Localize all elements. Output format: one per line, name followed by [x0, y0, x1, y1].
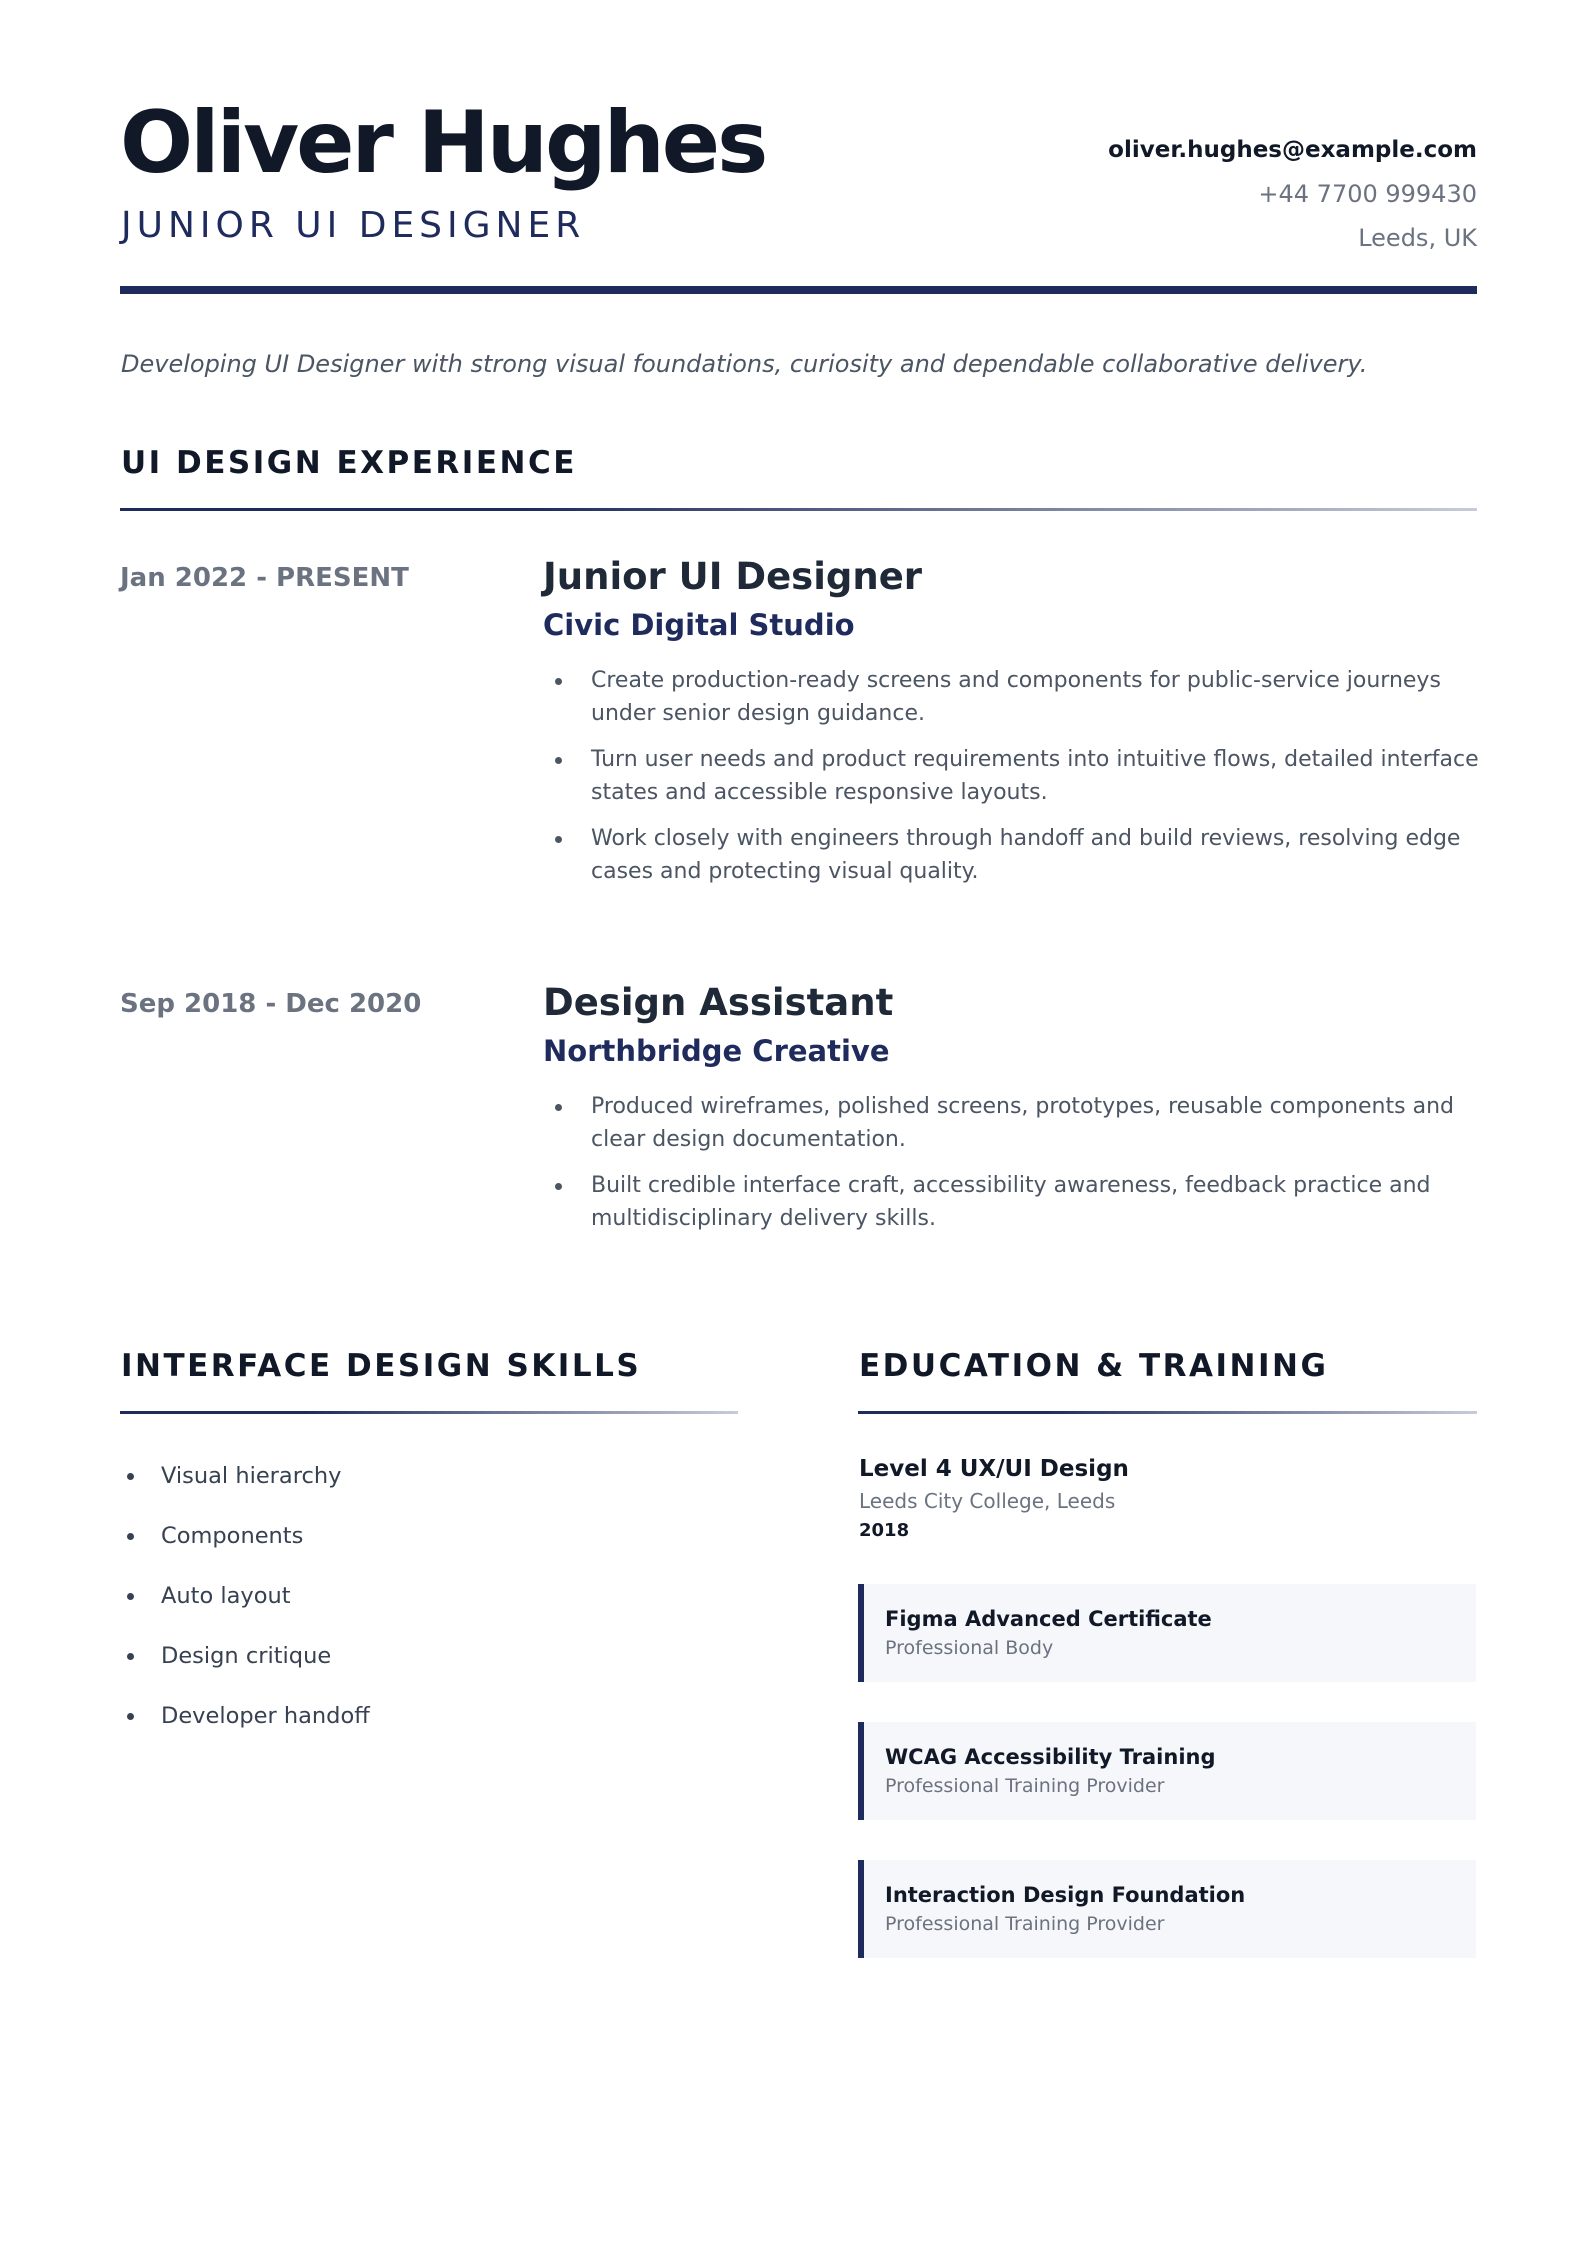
job-company: Northbridge Creative: [543, 1034, 890, 1068]
skill-label: Design critique: [161, 1643, 332, 1669]
job-dates: Jan 2022 - PRESENT: [120, 563, 409, 593]
skill-item: [120, 1696, 370, 1736]
bullet-dot-icon: [127, 1533, 134, 1540]
certification-provider: Professional Training Provider: [885, 1913, 1165, 1935]
certification-card: [858, 1722, 1476, 1820]
skill-label: Components: [161, 1523, 304, 1549]
contact-email[interactable]: oliver.hughes@example.com: [1108, 137, 1477, 163]
degree-institution: Leeds City College, Leeds: [859, 1489, 1116, 1513]
skill-item: [120, 1576, 370, 1616]
certification-card: [858, 1860, 1476, 1958]
contact-block: [1108, 128, 1477, 260]
skill-label: Auto layout: [161, 1583, 291, 1609]
bullet-dot-icon: [127, 1713, 134, 1720]
job-bullet: [543, 743, 1483, 809]
job-bullet-text: Turn user needs and product requirements into intuitive flows, detailed interface states and accessible responsive layouts.: [591, 747, 1479, 805]
job-dates: Sep 2018 - Dec 2020: [120, 989, 422, 1019]
skill-label: Visual hierarchy: [161, 1463, 342, 1489]
experience-divider: [120, 508, 1477, 511]
skills-heading: INTERFACE DESIGN SKILLS: [121, 1348, 642, 1384]
contact-location: Leeds, UK: [1358, 224, 1477, 252]
job-bullet: [543, 1169, 1483, 1235]
job-title: Junior UI Designer: [543, 555, 923, 598]
job-company: Civic Digital Studio: [543, 608, 855, 642]
bullet-dot-icon: [127, 1473, 134, 1480]
skill-item: [120, 1516, 370, 1556]
profile-summary: Developing UI Designer with strong visual foundations, curiosity and dependable collaborative delivery.: [121, 350, 1368, 378]
bullet-dot-icon: [555, 757, 562, 764]
bullet-dot-icon: [555, 1183, 562, 1190]
bullet-dot-icon: [127, 1593, 134, 1600]
certification-provider: Professional Body: [885, 1637, 1054, 1659]
bullet-dot-icon: [127, 1653, 134, 1660]
certification-provider: Professional Training Provider: [885, 1775, 1165, 1797]
bullet-dot-icon: [555, 678, 562, 685]
job-bullet-text: Built credible interface craft, accessibility awareness, feedback practice and multidisciplinary delivery skills.: [591, 1173, 1431, 1231]
certification-title: Interaction Design Foundation: [885, 1883, 1246, 1907]
job-bullet-list: [543, 1090, 1483, 1248]
job-title: Design Assistant: [543, 981, 894, 1024]
degree-year: 2018: [859, 1520, 910, 1541]
education-degree: [859, 1452, 1129, 1546]
education-heading: EDUCATION & TRAINING: [859, 1348, 1329, 1384]
bullet-dot-icon: [555, 836, 562, 843]
job-bullet-text: Work closely with engineers through handoff and build reviews, resolving edge cases and protecting visual quality.: [591, 826, 1461, 884]
contact-phone[interactable]: +44 7700 999430: [1258, 180, 1477, 208]
job-bullet-text: Produced wireframes, polished screens, prototypes, reusable components and clear design documentation.: [591, 1094, 1454, 1152]
certification-title: Figma Advanced Certificate: [885, 1607, 1212, 1631]
skill-item: [120, 1456, 370, 1496]
candidate-name: Oliver Hughes: [120, 93, 766, 193]
job-bullet: [543, 822, 1483, 888]
degree-title: Level 4 UX/UI Design: [859, 1456, 1129, 1482]
job-bullet: [543, 1090, 1483, 1156]
skills-divider: [120, 1411, 738, 1414]
skill-label: Developer handoff: [161, 1703, 370, 1729]
job-bullet-list: [543, 664, 1483, 901]
header-divider: [120, 286, 1477, 294]
job-bullet-text: Create production-ready screens and components for public-service journeys under senior design guidance.: [591, 668, 1441, 726]
certification-card: [858, 1584, 1476, 1682]
skill-item: [120, 1636, 370, 1676]
certification-title: WCAG Accessibility Training: [885, 1745, 1216, 1769]
bullet-dot-icon: [555, 1104, 562, 1111]
education-divider: [858, 1411, 1477, 1414]
candidate-role: JUNIOR UI DESIGNER: [121, 205, 586, 246]
experience-heading: UI DESIGN EXPERIENCE: [121, 445, 577, 481]
skills-list: [120, 1456, 370, 1756]
job-bullet: [543, 664, 1483, 730]
